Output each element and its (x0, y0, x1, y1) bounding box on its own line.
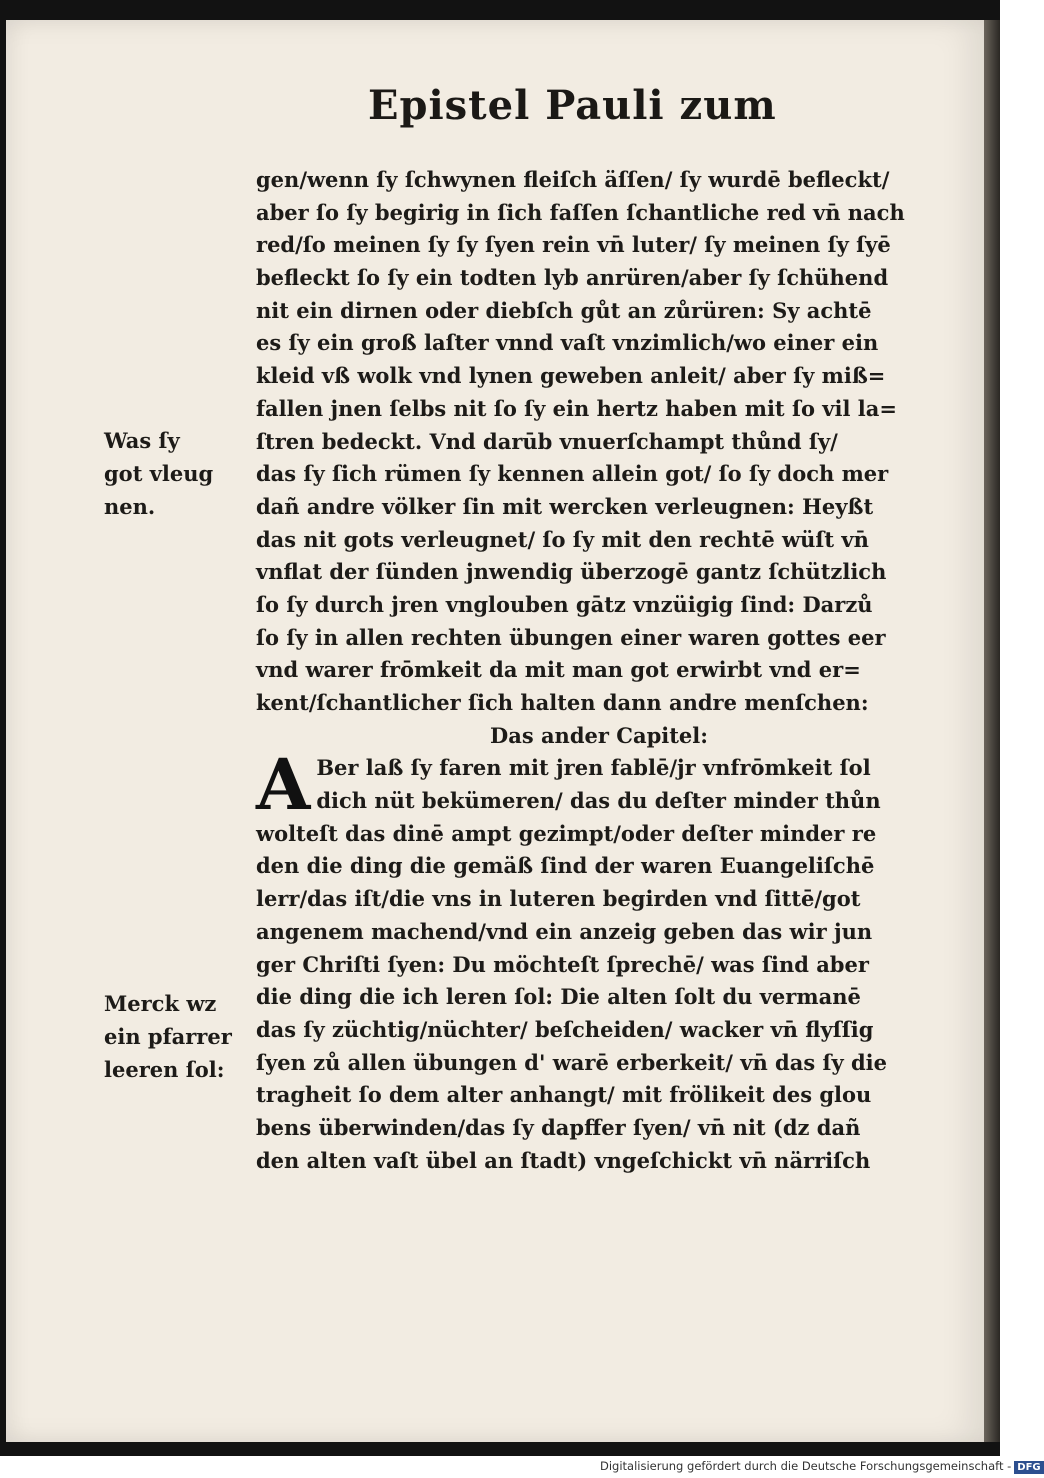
text-line: ſo ſy in allen rechten übungen einer waren gottes eer (256, 624, 886, 650)
text-line: gen/wenn ſy ſchwynen fleiſch äſſen/ ſy wurdē befleckt/ (256, 167, 890, 192)
text-line: ſyen zů allen übungen d' warē erberkeit/ vn̄ das ſy die (256, 1049, 888, 1075)
page-edge-shadow (984, 20, 1000, 1442)
text-line: red/ſo meinen ſy ſy ſyen rein vn̄ luter/ ſy meinen ſy ſyē (256, 232, 891, 258)
funding-footer (600, 1459, 1041, 1477)
margin-note-line: ein pfarrer (104, 1024, 232, 1049)
text-line: befleckt ſo ſy ein todten lyb anrüren/aber ſy ſchühend (256, 265, 889, 291)
chapter-heading: Das ander Capitel: (490, 722, 709, 748)
chapter-start (256, 743, 956, 827)
text-line: es ſy ein groß laſter vnnd vaſt vnzimlich/wo einer ein (256, 330, 879, 356)
margin-note-line: leeren ſol: (104, 1057, 225, 1082)
text-line: dañ andre völker ſin mit wercken verleugnen: Heyßt (256, 493, 874, 519)
text-line: den die ding die gemäß ſind der waren Euangeliſchē (256, 853, 875, 879)
margin-note-line: Was ſy (104, 428, 180, 453)
text-line: ſtren bedeckt. Vnd darūb vnuerſchampt thůnd ſy/ (256, 428, 838, 454)
margin-note-line: got vleug (104, 461, 214, 486)
text-line: angenem machend/vnd ein anzeig geben das wir jun (256, 918, 873, 944)
text-line: Ber laß ſy faren mit jren fablē/jr vnfrōmkeit ſol (316, 755, 871, 781)
dfg-logo: DFG (1014, 1461, 1043, 1474)
text-line: dich nüt bekümeren/ das du deſter minder thůn (316, 788, 881, 814)
text-line: fallen jnen ſelbs nit ſo ſy ein hertz haben mit ſo vil la= (256, 395, 897, 421)
text-line: ſo ſy durch jren vnglouben gātz vnzüigig ſind: Darzů (256, 591, 873, 617)
body-text (256, 164, 956, 1177)
text-line: vnflat der ſünden jnwendig überzogē gantz ſchützlich (256, 559, 887, 585)
text-line: nit ein dirnen oder diebſch gůt an zůrüren: Sy achtē (256, 297, 872, 323)
text-line: vnd warer frōmkeit da mit man got erwirbt vnd er= (256, 657, 861, 683)
drop-cap: A (256, 743, 311, 827)
running-title: Epistel Pauli zum (368, 82, 777, 129)
text-line: ger Chriſti ſyen: Du möchteſt ſprechē/ was ſind aber (256, 951, 869, 977)
text-line: wolteſt das dinē ampt gezimpt/oder deſter minder re (256, 820, 877, 846)
text-line: lerr/das iſt/die vns in luteren begirden vnd ſittē/got (256, 886, 861, 912)
text-line: tragheit ſo dem alter anhangt/ mit frölikeit des glou (256, 1082, 872, 1108)
text-line: das ſy ſich rümen ſy kennen allein got/ ſo ſy doch mer (256, 461, 889, 487)
margin-note-line: nen. (104, 494, 156, 519)
funding-text: Digitalisierung gefördert durch die Deutsche Forschungsgemeinschaft - (600, 1459, 1012, 1473)
text-line: bens überwinden/das ſy dapffer ſyen/ vn̄ nit (dz dañ (256, 1114, 861, 1140)
margin-note-1 (104, 424, 254, 523)
text-line: kleid vß wolk vnd lynen geweben anleit/ aber ſy miß= (256, 363, 886, 389)
text-line: das nit gots verleugnet/ ſo ſy mit den rechtē wüſt vn̄ (256, 526, 869, 552)
text-line: den alten vaſt übel an ſtadt) vngeſchickt vn̄ närriſch (256, 1147, 871, 1173)
text-line: kent/ſchantlicher ſich halten dann andre menſchen: (256, 690, 869, 715)
margin-note-line: Merck wz (104, 991, 217, 1016)
text-line: die ding die ich leren ſol: Die alten ſolt du vermanē (256, 984, 861, 1010)
text-line: das ſy züchtig/nüchter/ beſcheiden/ wacker vn̄ flyſſig (256, 1016, 874, 1042)
text-line: aber ſo ſy begirig in ſich faſſen ſchantliche red vn̄ nach (256, 199, 905, 225)
margin-note-2 (104, 987, 254, 1086)
